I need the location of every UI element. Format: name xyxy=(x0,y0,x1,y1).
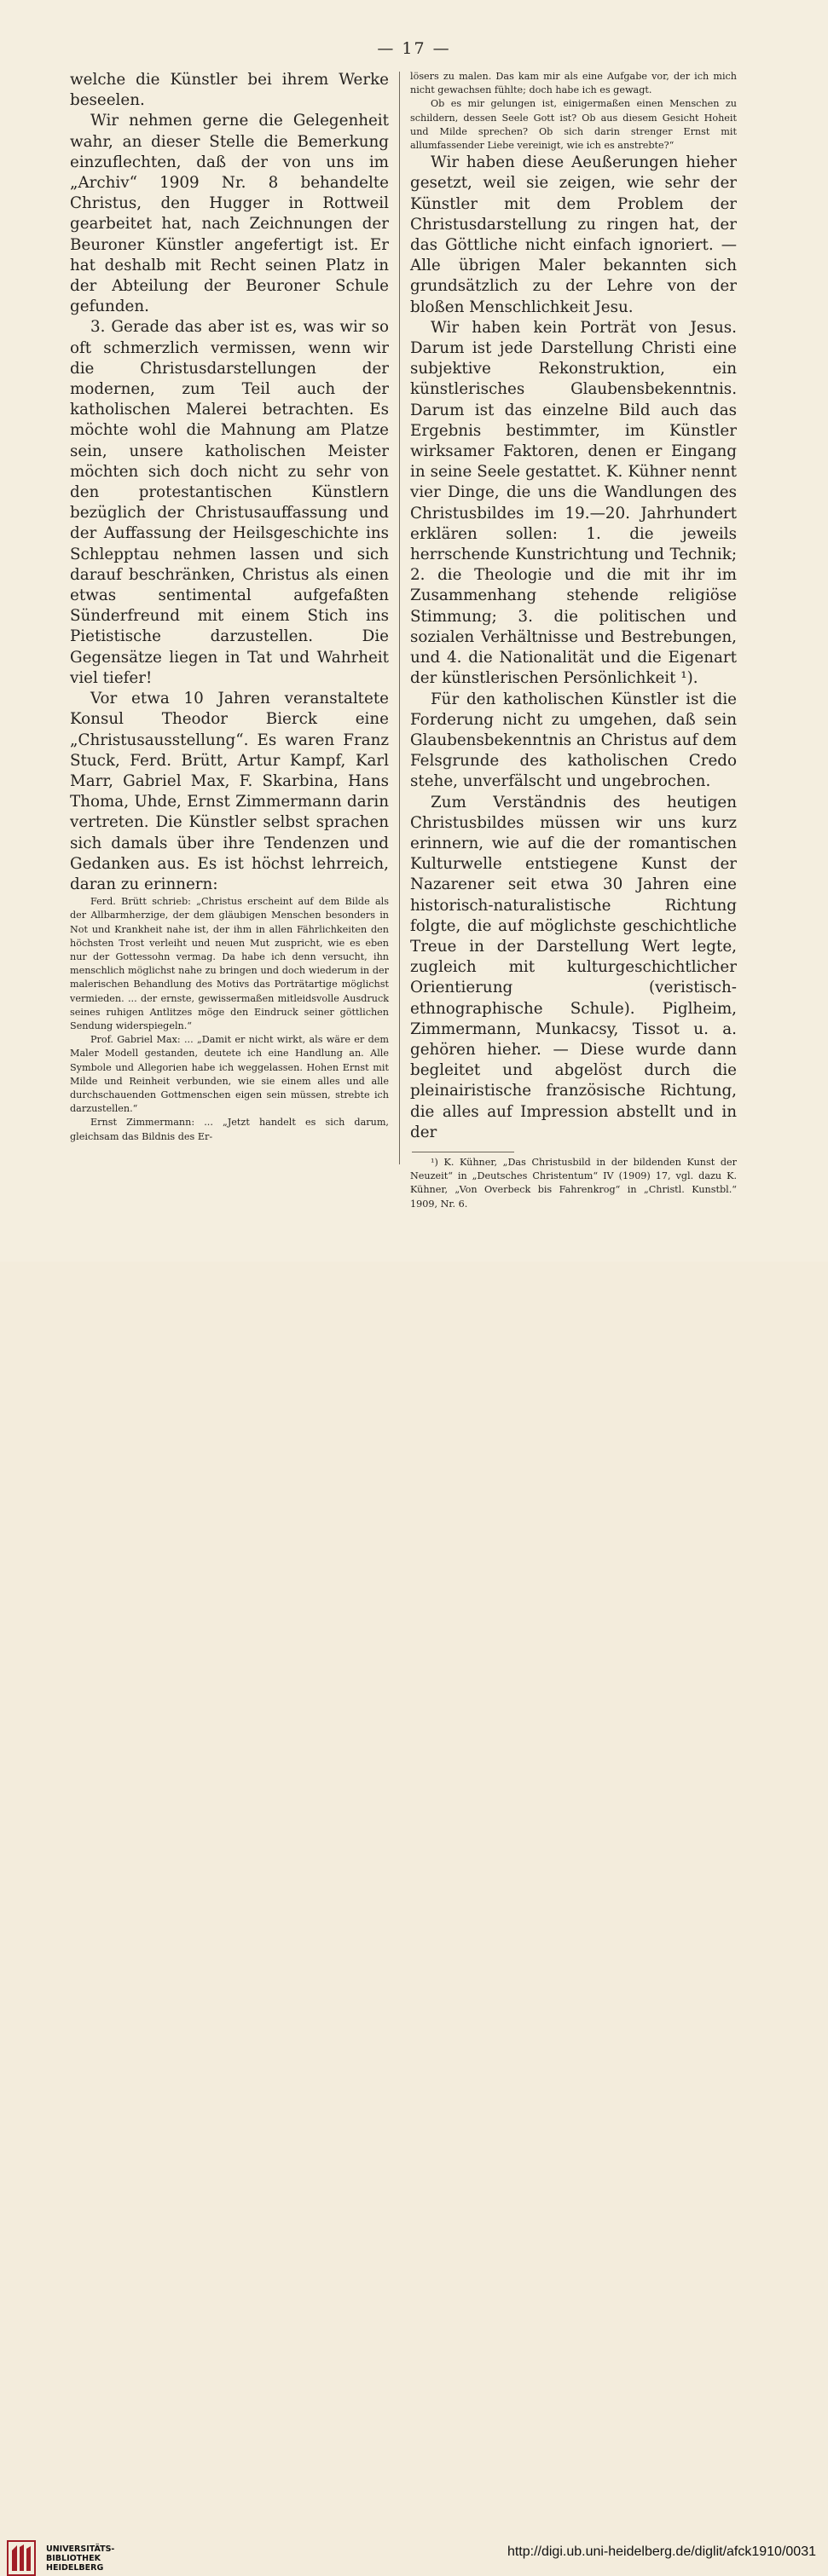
paragraph: Zum Verständnis des heutigen Christusbildes müssen wir uns kurz erinnern, wie auf die der romantischen Kulturwelle entstiegene Kunst der Nazarener seit etwa 30 Jahren eine historisch-naturalistische Richtung folgte, die auf möglichste geschichtliche Treue in der Darstellung Wert legte, zugleich mit kulturgeschichtlicher Orientierung (veristisch-ethnographische Schule). Piglheim, Zimmermann, Munkacsy, Tissot u. a. gehören hieher. — Diese wurde dann begleitet und abgelöst durch die pleinairistische französische Richtung, die alles auf Impression abstellt und in der xyxy=(410,793,737,1141)
paragraph: Für den katholischen Künstler ist die Forderung nicht zu umgehen, daß sein Glaubensbekenntnis an Christus auf dem Felsgrunde des katholischen Credo stehe, unverfälscht und ungebrochen. xyxy=(410,690,737,791)
footer-bar xyxy=(0,1262,828,2573)
right-column-body xyxy=(410,70,737,1143)
right-column xyxy=(410,70,737,1210)
library-name: UNIVERSITÄTS- BIBLIOTHEK HEIDELBERG xyxy=(46,2544,115,2573)
paragraph: Wir haben kein Porträt von Jesus. Darum ist jede Darstellung Christi eine subjektive Rekonstruktion, ein künstlerisches Glaubensbekenntnis. Darum ist das einzelne Bild auch das Ergebnis bestimmter, im Künstler wirksamer Faktoren, denen er Eingang in seine Seele gestattet. K. Kühner nennt vier Dinge, die uns die Wandlungen des Christusbildes im 19.—20. Jahrhundert erklären sollen: 1. die jeweils herrschende Kunstrichtung und Technik; 2. die Theologie und die mit ihr im Zusammenhang stehende religiöse Stimmung; 3. die politischen und sozialen Verhältnisse und Bestrebungen, und 4. die Nationalität und die Eigenart der künstlerischen Persönlichkeit ¹). xyxy=(410,318,737,688)
paragraph: 3. Gerade das aber ist es, was wir so oft schmerzlich vermissen, wenn wir die Christusdarstellungen der modernen, zum Teil auch der katholischen Malerei betrachten. Es möchte wohl die Mahnung am Platze sein, unsere katholischen Meister möchten sich doch nicht zu sehr von den protestantischen Künstlern bezüglich der Christusauffassung und der Auffassung der Heilsgeschichte ins Schlepptau nehmen lassen und sich darauf beschränken, Christus als einen etwas sentimental aufgefaßten Sünderfreund mit einem Stich ins Pietistische darzustellen. Die Gegensätze liegen in Tat und Wahrheit viel tiefer! xyxy=(70,318,389,687)
paragraph: Ob es mir gelungen ist, einigermaßen einen Menschen zu schildern, dessen Seele Gott ist? Ob aus diesem Gesicht Hoheit und Milde sprechen? Ob sich darin strenger Ernst mit allumfassender Liebe vereinigt, wie ich es anstrebte?“ xyxy=(410,98,737,152)
paragraph: welche die Künstler bei ihrem Werke beseelen. xyxy=(70,71,389,110)
scanned-page xyxy=(0,0,828,1262)
paragraph: Prof. Gabriel Max: ... „Damit er nicht wirkt, als wäre er dem Maler Modell gestanden, deutete ich eine Handlung an. Alle Symbole und Allegorien habe ich weggelassen. Hohen Ernst mit Milde und Reinheit verbunden, wie sie einem alles und alle durchschauenden Gottmenschen eigen sein müssen, strebte ich darzustellen.“ xyxy=(70,1034,389,1115)
heidelberg-library-logo-icon xyxy=(7,2540,36,2576)
paragraph: Wir nehmen gerne die Gelegenheit wahr, an dieser Stelle die Bemerkung einzuflechten, daß der von uns im „Archiv“ 1909 Nr. 8 behandelte Christus, den Hugger in Rottweil gearbeitet hat, nach Zeichnungen der Beuroner Künstler angefertigt ist. Er hat deshalb mit Recht seinen Platz in der Abteilung der Beuroner Schule gefunden. xyxy=(70,112,389,316)
paragraph: Ernst Zimmermann: ... „Jetzt handelt es sich darum, gleichsam das Bildnis des Er- xyxy=(70,1117,389,1142)
paragraph: lösers zu malen. Das kam mir als eine Aufgabe vor, der ich mich nicht gewachsen fühlte; doch habe ich es gewagt. xyxy=(410,71,737,96)
left-column xyxy=(70,70,389,1178)
column-divider xyxy=(399,72,400,1164)
paragraph: Ferd. Brütt schrieb: „Christus erscheint auf dem Bilde als der Allbarmherzige, der dem gläubigen Menschen besonders in Not und Krankheit nahe ist, der ihm in allen Fährlichkeiten den höchsten Trost verleiht und neuen Mut zuspricht, wie es eben nur der Gottessohn vermag. Da habe ich denn versucht, ihn menschlich möglichst nahe zu bringen und doch wiederum in der malerischen Behandlung des Motivs das Porträtartige möglichst vermieden. ... der ernste, gewissermaßen mitleidsvolle Ausdruck seines ruhigen Antlitzes möge den Eindruck seiner göttlichen Sendung widerspiegeln.“ xyxy=(70,896,389,1031)
page-number: — 17 — xyxy=(377,39,451,58)
footnote: ¹) K. Kühner, „Das Christusbild in der bildenden Kunst der Neuzeit“ in „Deutsches Christentum“ IV (1909) 17, vgl. dazu K. Kühner, „Von Overbeck bis Fahrenkrog“ in „Christl. Kunstbl.“ 1909, Nr. 6. xyxy=(410,1156,737,1210)
paragraph: Vor etwa 10 Jahren veranstaltete Konsul Theodor Bierck eine „Christusausstellung“. Es waren Franz Stuck, Ferd. Brütt, Artur Kampf, Karl Marr, Gabriel Max, F. Skarbina, Hans Thoma, Uhde, Ernst Zimmermann darin vertreten. Die Künstler selbst sprachen sich damals über ihre Tendenzen und Gedanken aus. Es ist höchst lehrreich, daran zu erinnern: xyxy=(70,690,389,893)
source-url-link[interactable]: http://digi.ub.uni-heidelberg.de/diglit/afck1910/0031 xyxy=(507,2544,816,2559)
paragraph: Wir haben diese Aeußerungen hieher gesetzt, weil sie zeigen, wie sehr der Künstler mit dem Problem der Christusdarstellung zu ringen hat, der das Göttliche nicht einfach ignoriert. — Alle übrigen Maler bekannten sich grundsätzlich zu der Lehre von der bloßen Menschlichkeit Jesu. xyxy=(410,153,737,316)
